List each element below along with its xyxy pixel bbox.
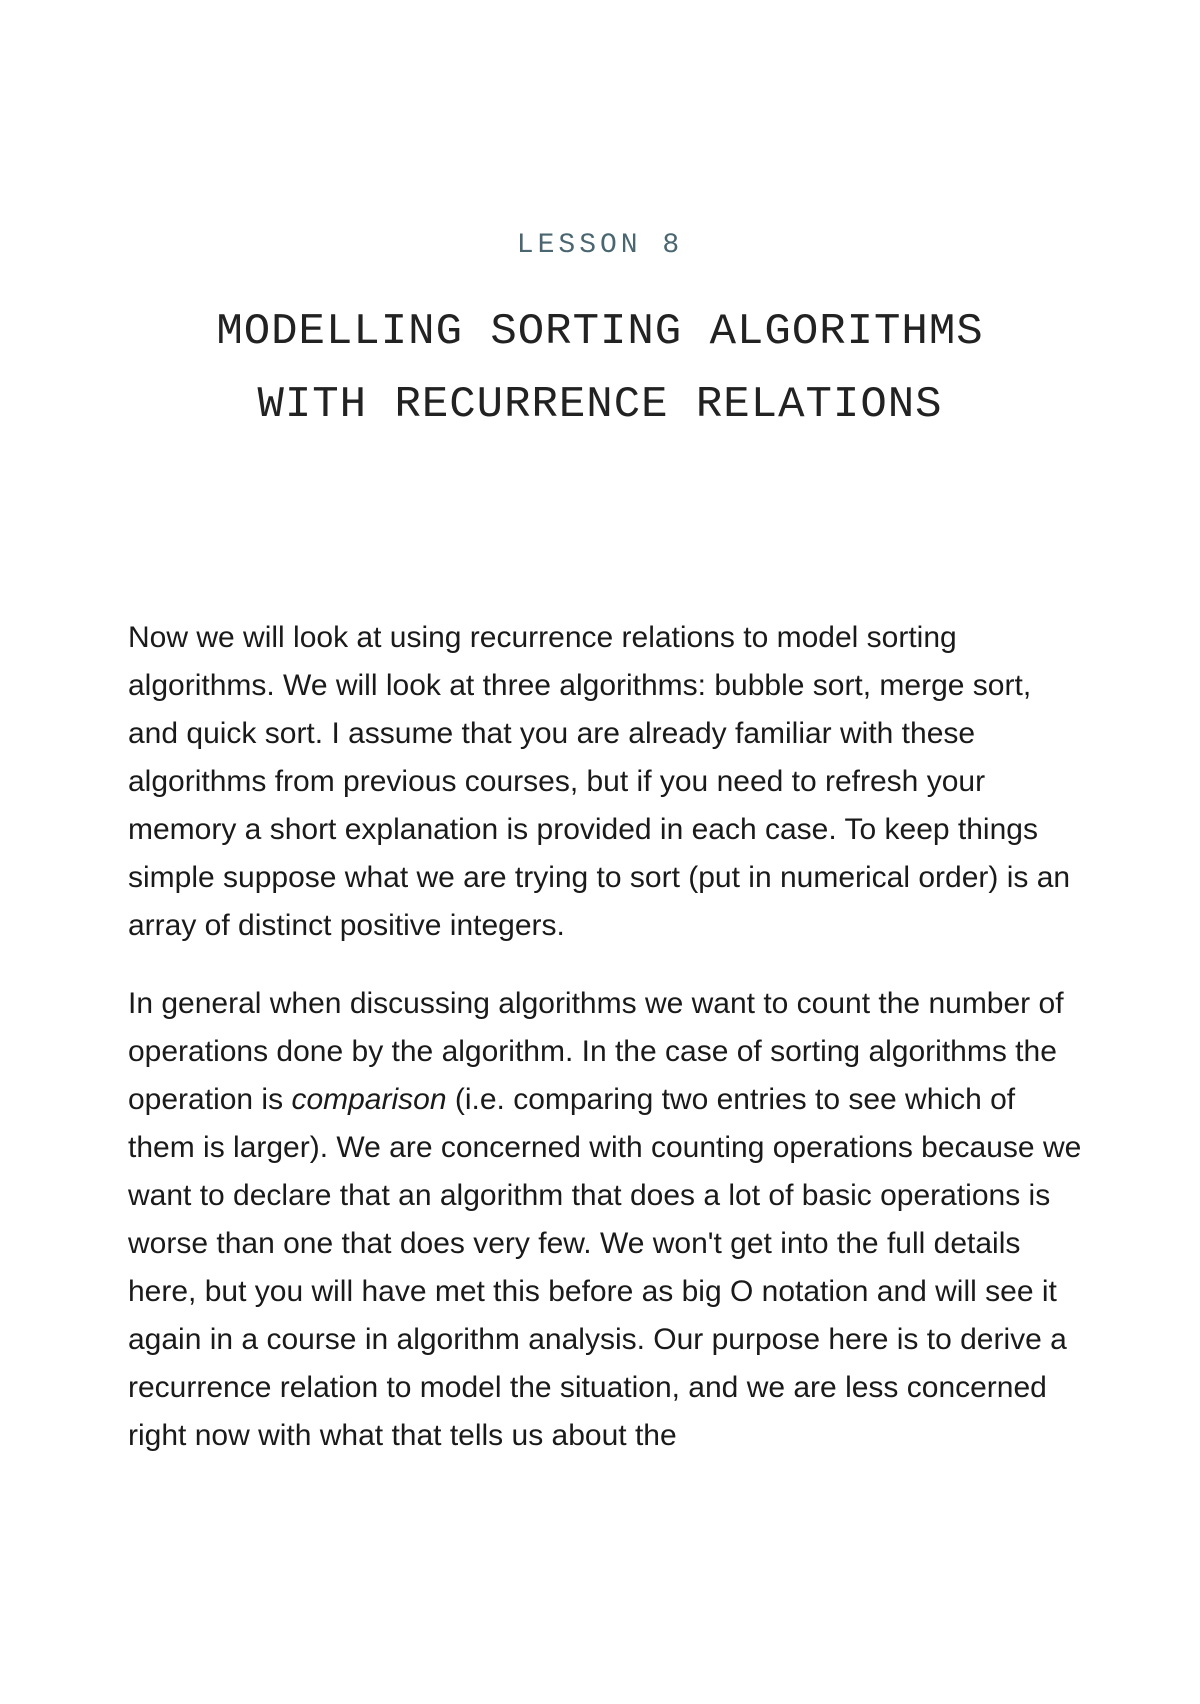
paragraph-2 — [128, 980, 1088, 1460]
emphasis-comparison: comparison — [291, 1083, 447, 1116]
title-line-2: WITH RECURRENCE RELATIONS — [257, 380, 943, 430]
title-line-1: MODELLING SORTING ALGORITHMS — [216, 307, 984, 357]
body-text — [128, 614, 1088, 1490]
paragraph-2-text-before: In general when discussing algorithms we want to count the number of operations done by the algorithm. In the case of sorting algorithms the operation is — [128, 987, 1064, 1116]
paragraph-1: Now we will look at using recurrence relations to model sorting algorithms. We will look at three algorithms: bubble sort, merge sort, and quick sort. I assume that you are already familiar with these algorithms from previous courses, but if you need to refresh your memory a short explanation is provided in each case. To keep things simple suppose what we are trying to sort (put in numerical order) is an array of distinct positive integers. — [128, 621, 1071, 942]
paragraph-2-text-after: (i.e. comparing two entries to see which of them is larger). We are concerned with counting operations because we want to declare that an algorithm that does a lot of basic operations is worse than one that does very few. We won't get into the full details here, but you will have met this before as big O notation and will see it again in a course in algorithm analysis. Our purpose here is to derive a recurrence relation to model the situation, and we are less concerned right now with what that tells us about the — [128, 1083, 1082, 1452]
lesson-label: LESSON 8 — [516, 230, 684, 261]
page-title — [0, 296, 1200, 442]
